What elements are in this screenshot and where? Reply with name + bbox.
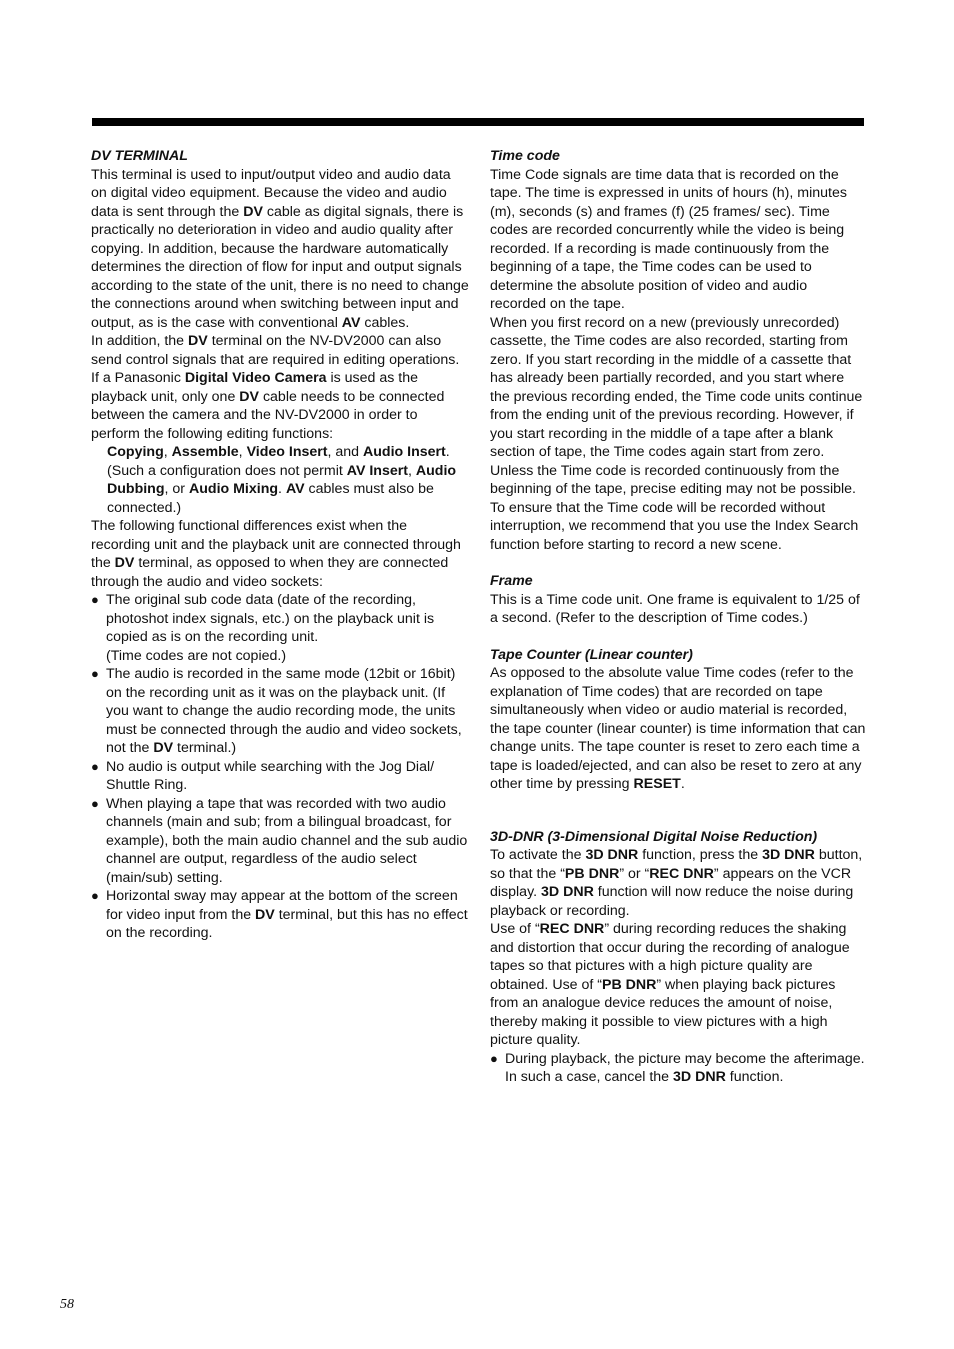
bullet-note: (Time codes are not copied.) xyxy=(106,647,287,664)
list-item xyxy=(91,665,469,758)
page-number: 58 xyxy=(60,1297,74,1312)
3d-dnr-paragraph-1: To activate the 3D DNR function, press the 3D DNR button, so that the “PB DNR” or “REC DNR” appears on the VCR display. 3D DNR function will now reduce the noise during playback or recording. xyxy=(490,847,863,919)
3d-dnr-paragraph-2: Use of “REC DNR” during recording reduces the shaking and distortion that occur during the recording of analogue tapes so that pictures with a high picture quality are obtained. Use of “PB DNR” when playing back pictures from an analogue device reduces the amount of noise, thereby making it possible to view pictures with a high picture quality. xyxy=(490,921,850,1048)
dv-paragraph-2: In addition, the DV terminal on the NV-DV2000 can also send control signals that are required in editing operations. If a Panasonic Digital Video Camera is used as the playback unit, only one DV cable needs to be connected between the camera and the NV-DV2000 in order to perform the following editing functions: xyxy=(91,333,460,442)
bullet-text: No audio is output while searching with the Jog Dial/ Shuttle Ring. xyxy=(106,758,435,793)
list-item xyxy=(91,795,469,888)
right-column xyxy=(490,147,866,1087)
spacer xyxy=(490,554,866,572)
3d-dnr-heading: 3D-DNR (3-Dimensional Digital Noise Reduction) xyxy=(490,828,818,845)
list-item xyxy=(91,591,469,665)
left-column xyxy=(91,147,469,943)
dv-editing-functions: Copying, Assemble, Video Insert, and Audio Insert. xyxy=(107,444,450,460)
list-item xyxy=(91,758,469,795)
bullet-icon: ● xyxy=(91,795,99,811)
time-code-heading: Time code xyxy=(490,148,560,164)
bullet-text: Horizontal sway may appear at the bottom of the screen for video input from the DV terminal, but this has no effect on the recording. xyxy=(106,888,468,941)
list-item xyxy=(91,887,469,943)
dv-terminal-heading: DV TERMINAL xyxy=(91,148,188,164)
bullet-text: The original sub code data (date of the recording, photoshot index signals, etc.) on the playback unit is copied as is on the recording unit. xyxy=(106,592,435,645)
dv-configuration-note: (Such a configuration does not permit AV Insert, Audio Dubbing, or Audio Mixing. AV cables must also be connected.) xyxy=(107,462,457,516)
bullet-text: During playback, the picture may become the afterimage. In such a case, cancel the 3D DNR function. xyxy=(505,1050,865,1085)
time-code-paragraph-3: Unless the Time code is recorded continuously from the beginning of the tape, precise editing may not be possible. To ensure that the Time code will be recorded without interruption, we recommend that you use the Index Search function before starting to record a new scene. xyxy=(490,462,859,553)
spacer xyxy=(490,794,866,828)
bullet-icon: ● xyxy=(91,666,99,681)
list-item xyxy=(490,1050,866,1087)
dv-paragraph-3: The following functional differences exist when the recording unit and the playback unit are connected through the DV terminal, as opposed to when they are connected through the audio and video sockets: xyxy=(91,518,461,590)
bullet-text: When playing a tape that was recorded with two audio channels (main and sub; from a bilingual broadcast, for example), both the main audio channel and the sub audio channel are output, regardless of the audio select (main/sub) setting. xyxy=(106,795,468,886)
time-code-paragraph-1: Time Code signals are time data that is recorded on the tape. The time is expressed in units of hours (h), minutes (m), seconds (s) and frames (f) (25 frames/ sec). Time codes are recorded concurrently while the video is being recorded. If a recording is made continuously from the beginning of a tape, the Time codes can be used to determine the absolute position of video and audio recorded on the tape. xyxy=(490,166,847,312)
dv-paragraph-1: This terminal is used to input/output video and audio data on digital video equipment. Because the video and audio data is sent through the DV cable as digital signals, there is practically no deterioration in video and audio quality after copying. In addition, because the hardware automatically determines the direction of flow for input and output signals according to the state of the unit, there is no need to change the connections around when switching between input and output, as is the case with conventional AV cables. xyxy=(91,166,469,331)
bullet-text: The audio is recorded in the same mode (12bit or 16bit) on the recording unit as it was on the playback unit. (If you want to change the audio recording mode, the units must be connected through the audio and video sockets, not the DV terminal.) xyxy=(106,666,462,756)
tape-counter-heading: Tape Counter (Linear counter) xyxy=(490,646,693,663)
time-code-paragraph-2: When you first record on a new (previously unrecorded) cassette, the Time codes are also recorded, starting from zero. If you start recording in the middle of a cassette that has already been partially recorded, and you start where the previous recording ended, the Time code units continue from the ending unit of the previous recording. However, if you start recording in the middle of a tape after a blank section of tape, the Time codes again start from zero. xyxy=(490,314,863,460)
spacer xyxy=(490,628,866,646)
bullet-icon: ● xyxy=(91,758,99,774)
bullet-icon: ● xyxy=(490,1050,498,1066)
bullet-icon: ● xyxy=(91,888,99,903)
frame-heading: Frame xyxy=(490,573,533,589)
tape-counter-paragraph: As opposed to the absolute value Time codes (refer to the explanation of Time codes) that are recorded on tape simultaneously when video or audio material is recorded, the tape counter (linear counter) is time information that can change units. The tape counter is reset to zero each time a tape is loaded/ejected, and can also be reset to zero at any other time by pressing RESET. xyxy=(490,665,866,792)
frame-paragraph: This is a Time code unit. One frame is equivalent to 1/25 of a second. (Refer to the description of Time codes.) xyxy=(490,591,860,626)
top-rule xyxy=(92,118,864,126)
bullet-icon: ● xyxy=(91,592,99,607)
